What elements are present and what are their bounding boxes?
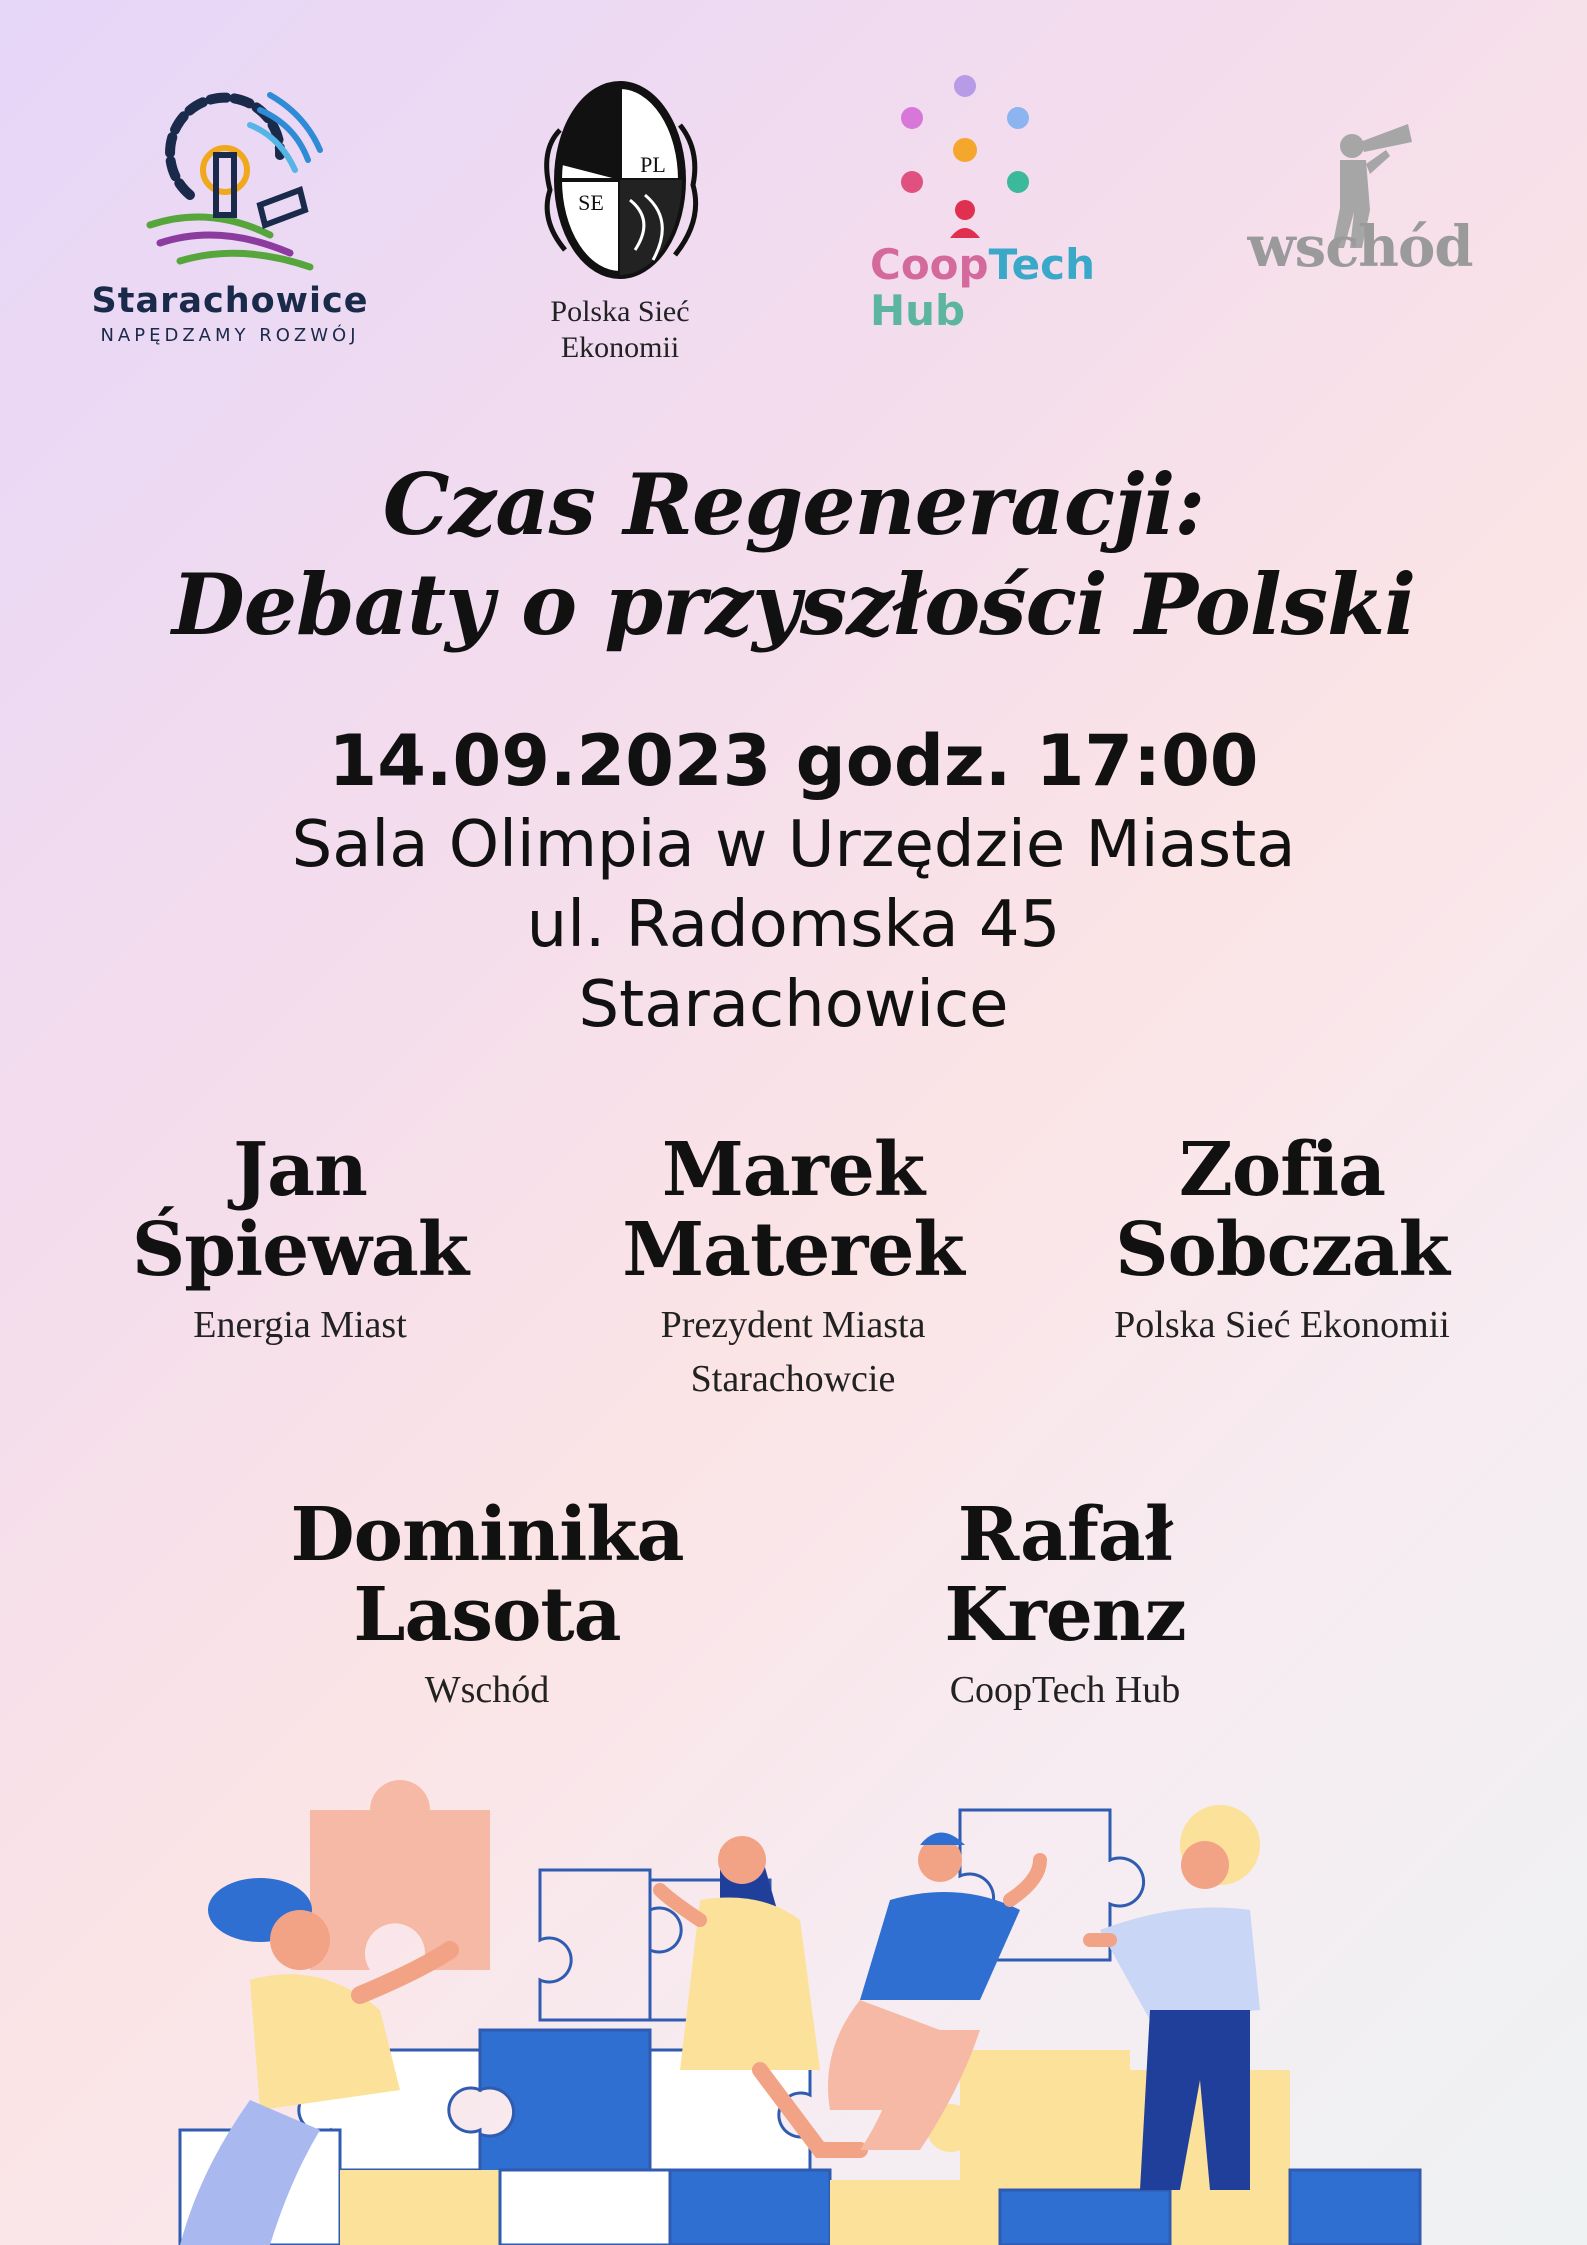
speaker-jan-spiewak	[40, 1127, 560, 1352]
puzzle-team-illustration	[0, 1750, 1587, 2245]
pse-emblem-icon	[535, 70, 705, 290]
speaker-role: Polska Sieć Ekonomii	[1114, 1304, 1450, 1346]
cooptech-coop: Coop	[870, 240, 989, 289]
speaker-marek-materek	[533, 1127, 1053, 1406]
speaker-first-name: Jan	[233, 1127, 367, 1213]
speaker-role-line2: Starachowcie	[690, 1358, 896, 1400]
speaker-role: CoopTech Hub	[949, 1669, 1181, 1711]
wschod-name: wschód	[1247, 214, 1473, 280]
speaker-first-name: Zofia	[1178, 1127, 1386, 1213]
pse-name-line1: Polska Sieć	[550, 295, 690, 328]
cooptech-logo	[870, 70, 1130, 334]
event-city: Starachowice	[578, 968, 1009, 1042]
wschod-logo	[1230, 120, 1490, 280]
cooptech-hub: Hub	[870, 286, 966, 335]
speaker-role: Wschód	[424, 1669, 550, 1711]
speaker-last-name: Lasota	[353, 1572, 621, 1658]
speaker-role	[533, 1298, 1053, 1406]
starachowice-tagline: NAPĘDZAMY ROZWÓJ	[100, 325, 360, 346]
event-title	[0, 455, 1587, 655]
speaker-role-line1: Prezydent Miasta	[660, 1304, 926, 1346]
pse-name-line2: Ekonomii	[560, 331, 680, 364]
speaker-first-name: Rafał	[957, 1492, 1173, 1578]
speaker-dominika-lasota	[227, 1492, 747, 1717]
speaker-last-name: Krenz	[944, 1572, 1186, 1658]
event-location	[0, 805, 1587, 1045]
speaker-last-name: Śpiewak	[131, 1207, 469, 1293]
pse-emblem-se: SE	[578, 190, 604, 215]
starachowice-gear-logo-icon	[130, 75, 330, 275]
speaker-first-name: Dominika	[290, 1492, 684, 1578]
cooptech-tech: Tech	[988, 240, 1095, 289]
cooptech-dots-icon	[890, 70, 1040, 240]
pse-emblem-pl: PL	[640, 152, 666, 177]
speaker-last-name: Materek	[622, 1207, 964, 1293]
event-street: ul. Radomska 45	[526, 888, 1061, 962]
starachowice-logo	[70, 75, 390, 346]
speaker-role: Energia Miast	[193, 1304, 407, 1346]
speaker-first-name: Marek	[661, 1127, 925, 1213]
event-title-line2: Debaty o przyszłości Polski	[171, 555, 1416, 654]
cooptech-wordmark	[870, 242, 1130, 334]
starachowice-name: Starachowice	[91, 281, 369, 321]
speaker-last-name: Sobczak	[1115, 1207, 1449, 1293]
speaker-zofia-sobczak	[1022, 1127, 1542, 1352]
event-title-line1: Czas Regeneracji:	[382, 455, 1205, 554]
event-venue: Sala Olimpia w Urzędzie Miasta	[291, 808, 1296, 882]
event-datetime: 14.09.2023 godz. 17:00	[328, 720, 1259, 802]
pse-logo	[520, 70, 720, 366]
speaker-rafal-krenz	[805, 1492, 1325, 1717]
